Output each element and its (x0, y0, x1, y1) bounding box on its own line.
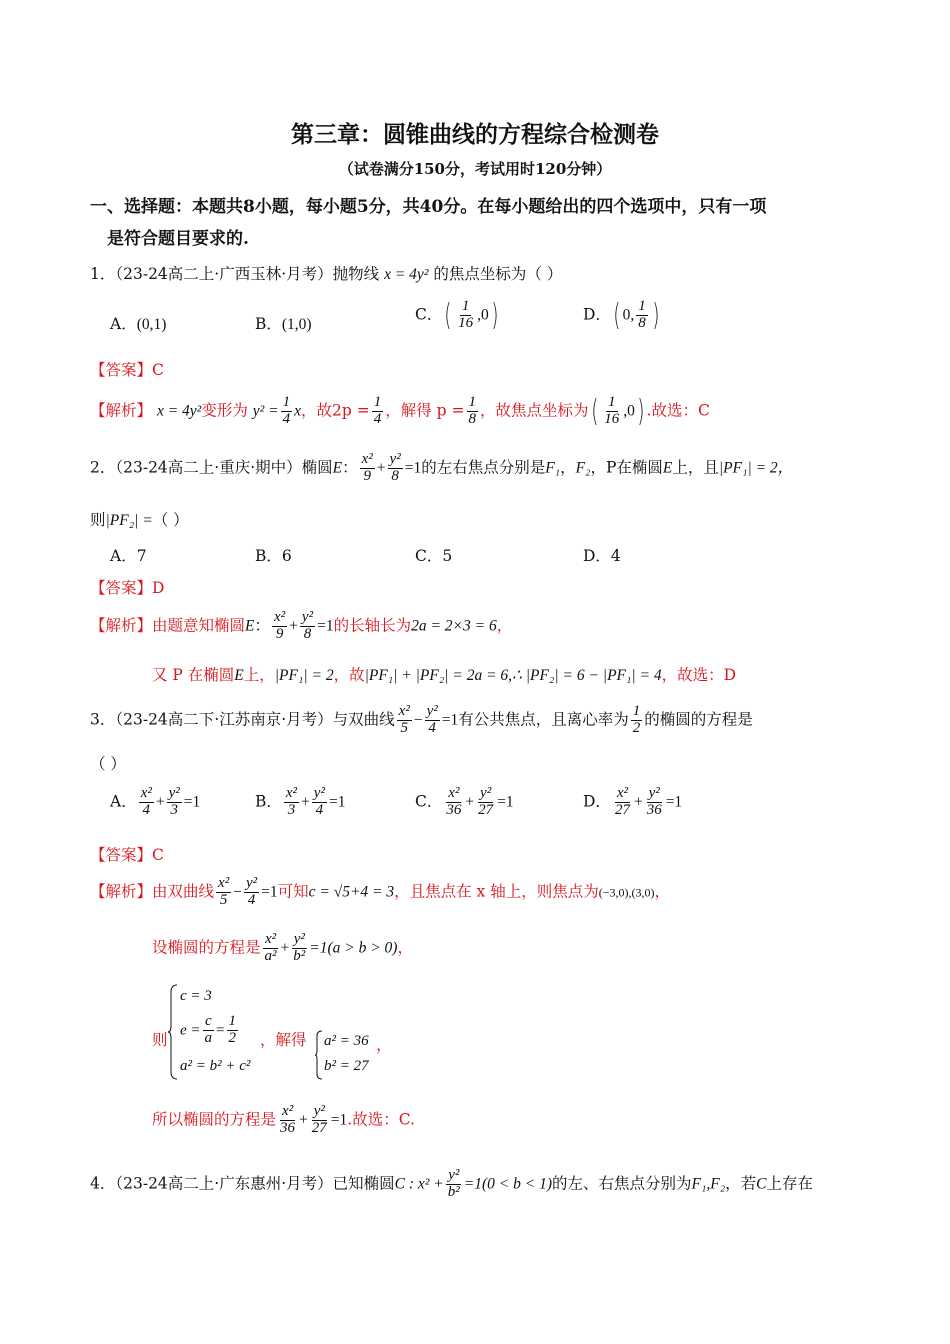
q1-option-d[interactable]: D．( 0, $\frac{1}{8}$ ) (583, 298, 660, 333)
q3-solution-b: b² = 27 (324, 1058, 369, 1074)
q3-system-row2: e = $\frac{c}{a}$ = $\frac{1}{2}$ (180, 1013, 236, 1046)
q3-solve-text: ，解得 (260, 1031, 307, 1049)
q3-answer: 【答案】C (90, 846, 164, 864)
question-3: 3．（23-24高二下·江苏南京·月考）与双曲线 $\frac{\text{x²}}{5}$ − $\frac{\text{y²}}{4}$ =1有公共焦点，且离心率为 $\frac{1}{2}$ 的椭圆的方程是 (90, 703, 753, 736)
q3-analysis-4: 所以椭圆的方程是 $\frac{\text{x²}}{36}$ + $\frac{\text{y²}}{27}$ =1.故选：C. (152, 1103, 415, 1136)
q1-option-b[interactable]: B．(1,0) (255, 315, 312, 333)
q2-analysis-cont: 又 P 在椭圆E上，|PF₁| = 2，故|PF₁| + |PF₂| = 2a = 6,∴ |PF₂| = 6 − |PF₁| = 4，故选：D (152, 666, 737, 684)
q3-option-a[interactable]: A． $\frac{\text{x²}}{4}$ + $\frac{\text{y²}}{3}$ =1 (110, 785, 201, 818)
q2-option-c[interactable]: C．5 (415, 547, 453, 565)
question-2: 2．（23-24高二上·重庆·期中）椭圆E： $\frac{\text{x²}}{9}$ + $\frac{\text{y²}}{8}$ =1的左右焦点分别是F₁，F₂，P在椭圆E上，且|PF₁| = 2， (90, 451, 794, 484)
q3-option-c[interactable]: C． $\frac{\text{x²}}{36}$ + $\frac{\text{y²}}{27}$ =1 (415, 785, 514, 818)
q2-option-a[interactable]: A．7 (110, 547, 147, 565)
left-brace-icon-2 (315, 1030, 323, 1084)
q3-solution-comma: ， (376, 1035, 393, 1054)
section-heading-cont: 是符合题目要求的. (107, 229, 249, 249)
left-brace-icon (168, 984, 178, 1083)
q1-answer: 【答案】C (90, 361, 164, 379)
q3-system-row1: c = 3 (180, 988, 212, 1004)
q2-option-b[interactable]: B．6 (255, 547, 292, 565)
question-3-paren: （ ） (90, 755, 126, 773)
q3-system-row3: a² = b² + c² (180, 1058, 251, 1074)
question-4: 4．（23-24高二上·广东惠州·月考）已知椭圆C : x² + $\frac{\text{y²}}{\text{b²}}$ =1(0 < b < 1)的左、右焦点分别为F₁,F₂，若C上存在 (90, 1167, 813, 1200)
page-title: 第三章：圆锥曲线的方程综合检测卷 (291, 121, 659, 148)
q3-analysis: 【解析】由双曲线 $\frac{\text{x²}}{5}$ − $\frac{\text{y²}}{4}$ =1可知c = √5+4 = 3，且焦点在 x 轴上，则焦点为(−3,0),(3,0)， (90, 875, 671, 908)
page-subtitle: （试卷满分150分，考试用时120分钟） (338, 160, 612, 178)
q1-analysis: 【解析】 x = 4y²变形为 y² = $\frac{1}{4}$ x，故2p = $\frac{1}{4}$ ，解得 p = $\frac{1}{8}$ ，故焦点坐标为( $\frac{1}{16}$ ,0) .故选：C (90, 394, 710, 429)
question-1: 1．（23-24高二上·广西玉林·月考）抛物线 x = 4y² 的焦点坐标为（ ） (90, 265, 563, 283)
q1-option-c[interactable]: C．( $\frac{1}{16}$ ,0) (415, 298, 499, 333)
q2-answer: 【答案】D (90, 579, 165, 597)
q2-option-d[interactable]: D．4 (583, 547, 621, 565)
q2-analysis: 【解析】由题意知椭圆E： $\frac{\text{x²}}{9}$ + $\frac{\text{y²}}{8}$ =1的长轴长为2a = 2×3 = 6， (90, 609, 513, 642)
q1-option-a[interactable]: A．(0,1) (110, 315, 167, 333)
q3-option-d[interactable]: D． $\frac{\text{x²}}{27}$ + $\frac{\text{y²}}{36}$ =1 (583, 785, 683, 818)
question-2-cont: 则|PF₂| =（ ） (90, 511, 189, 529)
q3-then: 则 (152, 1031, 168, 1049)
q3-analysis-2: 设椭圆的方程是 $\frac{\text{x²}}{\text{a²}}$ + $\frac{\text{y²}}{\text{b²}}$ =1(a > b > 0)， (152, 931, 413, 964)
section-heading: 一、选择题：本题共8小题，每小题5分，共40分。在每小题给出的四个选项中，只有一项 (90, 197, 767, 217)
q3-solution-a: a² = 36 (324, 1033, 369, 1049)
q3-option-b[interactable]: B． $\frac{\text{x²}}{3}$ + $\frac{\text{y²}}{4}$ =1 (255, 785, 346, 818)
